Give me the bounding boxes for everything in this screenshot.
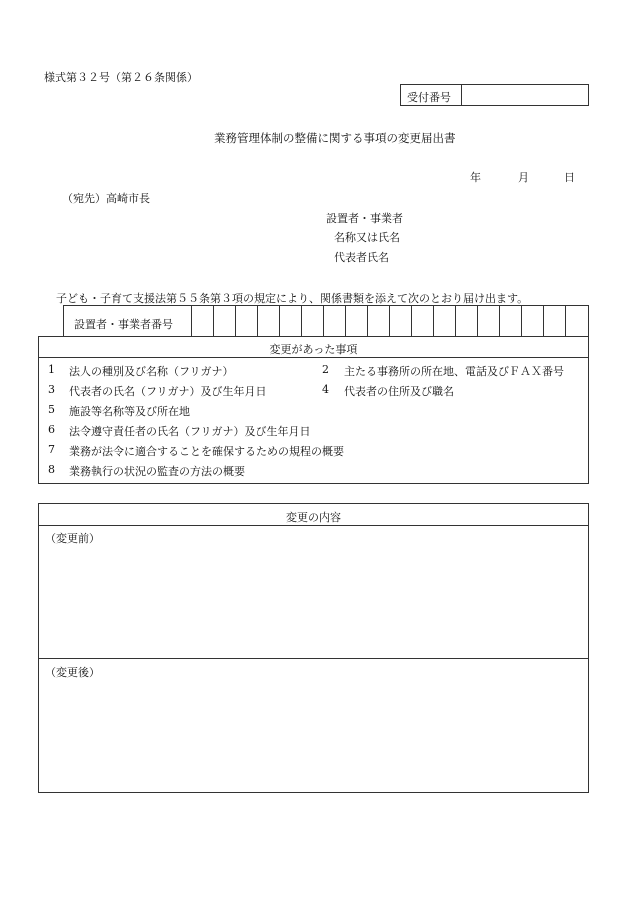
- item-num: 2: [322, 363, 329, 376]
- item-text: 代表者の氏名（フリガナ）及び生年月日: [69, 385, 267, 398]
- item-num: 6: [48, 423, 55, 436]
- item-text: 業務執行の状況の監査の方法の概要: [69, 465, 245, 478]
- operator-number-label: 設置者・事業者番号: [74, 318, 173, 331]
- statement: 子ども・子育て支援法第５５条第３項の規定により、関係書類を添えて次のとおり届け出ます。: [56, 292, 529, 305]
- item-num: 8: [48, 463, 55, 476]
- submitter-rep-label: 代表者氏名: [334, 251, 389, 264]
- item-num: 7: [48, 443, 55, 456]
- item-text: 業務が法令に適合することを確保するための規程の概要: [69, 445, 344, 458]
- reception-number-box: [400, 84, 589, 106]
- change-content-header: 変更の内容: [286, 511, 341, 524]
- change-content-table: [38, 503, 589, 793]
- item-num: 5: [48, 403, 55, 416]
- after-label: （変更後）: [45, 666, 100, 679]
- form-number: 様式第３２号（第２６条関係）: [44, 71, 198, 84]
- item-text: 法人の種別及び名称（フリガナ）: [69, 365, 234, 378]
- after-content-area[interactable]: [45, 680, 575, 786]
- item-num: 1: [48, 363, 55, 376]
- item-num: 4: [322, 383, 329, 396]
- item-text: 法令遵守責任者の氏名（フリガナ）及び生年月日: [69, 425, 311, 438]
- before-label: （変更前）: [45, 532, 100, 545]
- operator-number-row: [63, 305, 589, 337]
- item-text: 主たる事務所の所在地、電話及びＦＡＸ番号: [344, 365, 564, 378]
- item-num: 3: [48, 383, 55, 396]
- date-month: 月: [518, 171, 529, 184]
- item-text: 施設等名称等及び所在地: [69, 405, 190, 418]
- reception-number-label: 受付番号: [407, 91, 451, 104]
- changed-items-header: 変更があった事項: [269, 343, 358, 356]
- addressee: （宛先）高崎市長: [62, 192, 150, 205]
- date-day: 日: [564, 171, 575, 184]
- submitter-role: 設置者・事業者: [326, 212, 403, 225]
- before-content-area[interactable]: [45, 544, 575, 654]
- item-text: 代表者の住所及び職名: [344, 385, 454, 398]
- document-title: 業務管理体制の整備に関する事項の変更届出書: [214, 131, 456, 145]
- submitter-name-label: 名称又は氏名: [334, 231, 400, 244]
- date-year: 年: [470, 171, 481, 184]
- changed-items-table: [38, 336, 589, 484]
